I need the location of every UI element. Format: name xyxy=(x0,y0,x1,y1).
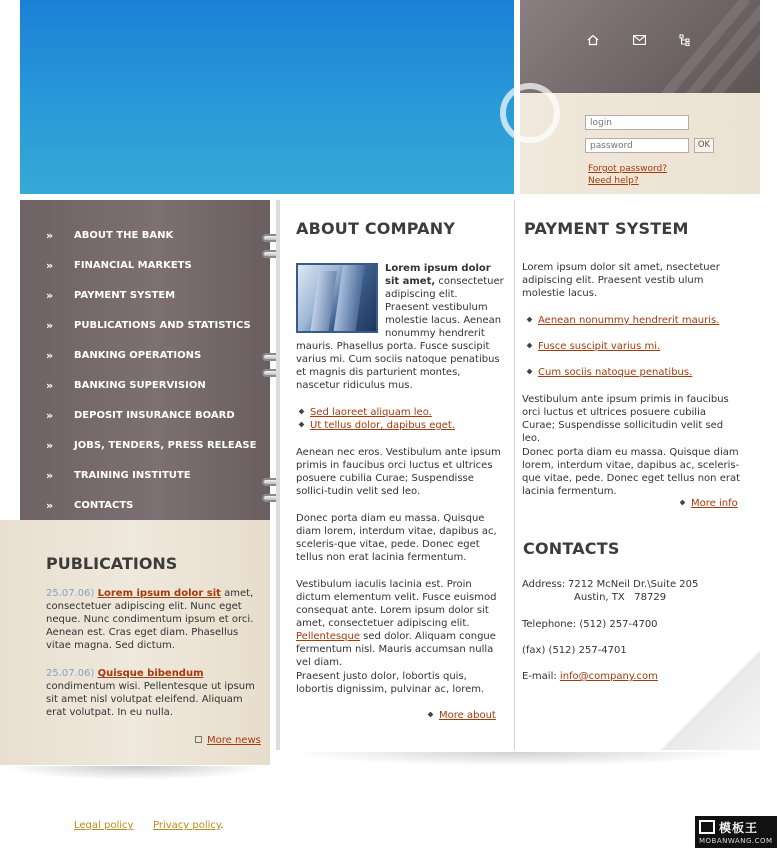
publication-item xyxy=(46,667,262,719)
login-input[interactable] xyxy=(585,115,689,130)
left-shadow xyxy=(0,766,270,780)
menu-item-label: CONTACTS xyxy=(74,499,134,511)
pellentesque-link[interactable]: Pellentesque xyxy=(296,631,360,642)
payment-para: Vestibulum ante ipsum primis in faucibus orci luctus et ultrices posuere cubilia Curae; Suspendisse sollicitudin velit sed leo. xyxy=(522,394,729,444)
home-icon[interactable] xyxy=(585,33,601,47)
about-para: Aenean nec eros. Vestibulum ante ipsum primis in faucibus orci luctus et ultrices posuere cubilia Curae; Suspendisse sollici-tudin velit sed leo. xyxy=(296,447,501,497)
payment-link-item xyxy=(527,340,660,353)
about-link-item xyxy=(299,406,432,419)
about-intro-body: consectetuer adipiscing elit. Praesent vestibulum molestie lacus. Aenean nonummy hendrerit mauris. Phasellus porta. Fusce suscipit varius mi. Cum sociis natoque penatibus et magnis dis parturient montes, nascetur ridiculus mus. xyxy=(296,276,504,391)
about-para-text: sed dolor. Aliquam congue fermentum nisl. Mauris accumsan nulla vel diam. xyxy=(296,631,496,668)
footer-dot: . xyxy=(220,820,224,831)
menu-item-label: ABOUT THE BANK xyxy=(74,229,174,241)
header-banner xyxy=(20,0,514,194)
double-chevron-icon: » xyxy=(46,258,54,272)
publication-title-link[interactable]: Quisque bibendum xyxy=(97,668,204,679)
payment-link[interactable]: Aenean nonummy hendrerit mauris. xyxy=(538,315,720,326)
menu-item[interactable] xyxy=(20,490,270,520)
about-link-item xyxy=(299,419,455,432)
mail-icon[interactable] xyxy=(631,33,647,47)
about-para-text: Vestibulum iaculis lacinia est. Proin dictum elementum velit. Fusce euismod consequat ante. Lorem ipsum dolor sit amet, consectetuer adipiscing elit. xyxy=(296,579,497,629)
menu-item[interactable] xyxy=(20,220,270,250)
payment-link-item xyxy=(527,314,719,327)
bullet-icon xyxy=(428,712,434,718)
double-chevron-icon: » xyxy=(46,378,54,392)
double-chevron-icon: » xyxy=(46,498,54,512)
legal-policy-link[interactable]: Legal policy xyxy=(74,820,134,831)
more-info-link[interactable]: More info xyxy=(691,498,738,509)
more-about xyxy=(428,710,496,721)
double-chevron-icon: » xyxy=(46,318,54,332)
about-para xyxy=(296,578,504,669)
contacts-email-link[interactable]: info@company.com xyxy=(559,671,658,682)
menu-item-label: BANKING SUPERVISION xyxy=(74,379,206,391)
payment-link[interactable]: Fusce suscipit varius mi. xyxy=(538,341,661,352)
header-icons xyxy=(585,33,693,47)
logo-icon xyxy=(699,820,715,834)
watermark-en: MOBANWANG.COM xyxy=(699,837,773,845)
page-curl xyxy=(660,650,760,750)
about-link[interactable]: Sed laoreet aliquam leo. xyxy=(310,407,432,418)
menu-item-label: BANKING OPERATIONS xyxy=(74,349,202,361)
menu-item-label: PAYMENT SYSTEM xyxy=(74,289,176,301)
bullet-icon xyxy=(527,369,533,375)
bullet-icon xyxy=(680,500,686,506)
contacts-email-row xyxy=(522,670,658,683)
double-chevron-icon: » xyxy=(46,438,54,452)
ok-button[interactable]: OK xyxy=(694,138,714,153)
menu-item[interactable] xyxy=(20,310,270,340)
double-chevron-icon: » xyxy=(46,468,54,482)
publication-title-link[interactable]: Lorem ipsum dolor sit xyxy=(97,588,221,599)
more-news xyxy=(195,735,261,746)
publications-title: PUBLICATIONS xyxy=(46,554,178,573)
contacts-address-line1: 7212 McNeil Dr.\Suite 205 xyxy=(568,579,699,590)
publication-item xyxy=(46,587,262,652)
double-chevron-icon: » xyxy=(46,408,54,422)
menu-item-label: DEPOSIT INSURANCE BOARD xyxy=(74,409,235,421)
login-panel xyxy=(520,93,760,194)
center-shadow xyxy=(290,752,745,766)
payment-link-item xyxy=(527,366,692,379)
publication-date: 25.07.06) xyxy=(46,668,95,679)
bullet-icon xyxy=(527,317,533,323)
about-intro-bold: Lorem ipsum dolor sit amet, xyxy=(385,263,491,287)
menu-item[interactable] xyxy=(20,280,270,310)
box-bullet-icon xyxy=(195,736,202,743)
payment-link[interactable]: Cum sociis natoque penatibus. xyxy=(538,367,693,378)
publication-text: amet, consectetuer adipiscing elit. Nunc eget neque. Nunc condimentum ipsum et orci. Aenean est. Cras eget diam. Phasellus vitae magna. Sed dictum. xyxy=(46,588,254,651)
sitemap-icon[interactable] xyxy=(677,33,693,47)
menu-item[interactable] xyxy=(20,370,270,400)
watermark-logo xyxy=(695,816,777,848)
double-chevron-icon: » xyxy=(46,288,54,302)
contacts-email-label: E-mail: xyxy=(522,671,557,682)
menu-item[interactable] xyxy=(20,340,270,370)
contacts-address-line2: Austin, TX 78729 xyxy=(574,592,667,603)
contacts-address-label: Address: xyxy=(522,579,566,590)
need-help-link[interactable]: Need help? xyxy=(588,176,639,186)
more-about-link[interactable]: More about xyxy=(439,710,496,721)
publication-text: condimentum wisi. Pellentesque ut ipsum sit amet nisl volutpat eleifend. Aliquam erat volutpat. In eu nulla. xyxy=(46,681,255,718)
contacts-title: CONTACTS xyxy=(523,539,620,558)
publications-panel xyxy=(0,520,270,765)
menu-item[interactable] xyxy=(20,400,270,430)
footer-legal xyxy=(74,820,133,831)
double-chevron-icon: » xyxy=(46,348,54,362)
menu-item-label: PUBLICATIONS AND STATISTICS xyxy=(74,319,251,331)
menu-item-label: FINANCIAL MARKETS xyxy=(74,259,192,271)
payment-para: Donec porta diam eu massa. Quisque diam lorem, interdum vitae, dapibus ac, sceleris-que vitae, pede. Donec eget tellus non erat lacinia fermentum. xyxy=(522,447,741,497)
about-para: Praesent justo dolor, lobortis quis, lobortis dignissim, pulvinar ac, lorem. xyxy=(296,671,485,695)
contacts-fax: (fax) (512) 257-4701 xyxy=(522,645,627,656)
menu-item-label: JOBS, TENDERS, PRESS RELEASE xyxy=(74,439,257,451)
more-info xyxy=(680,498,738,509)
menu-item[interactable] xyxy=(20,430,270,460)
menu-item[interactable] xyxy=(20,250,270,280)
payment-intro: Lorem ipsum dolor sit amet, nsectetuer adipiscing elit. Praesent vestib ulum molestie lacus. xyxy=(522,262,720,299)
about-link[interactable]: Ut tellus dolor, dapibus eget. xyxy=(310,420,456,431)
bullet-icon xyxy=(299,409,305,415)
publication-date: 25.07.06) xyxy=(46,588,95,599)
watermark-zh: 模板王 xyxy=(719,821,759,835)
forgot-password-link[interactable]: Forgot password? xyxy=(588,164,668,174)
double-chevron-icon: » xyxy=(46,228,54,242)
menu-item[interactable] xyxy=(20,460,270,490)
main-menu xyxy=(20,200,270,530)
payment-title: PAYMENT SYSTEM xyxy=(524,219,689,238)
contacts-telephone: Telephone: (512) 257-4700 xyxy=(522,619,658,630)
more-news-link[interactable]: More news xyxy=(207,735,261,746)
bullet-icon xyxy=(299,422,305,428)
about-intro-text xyxy=(296,262,504,392)
bullet-icon xyxy=(527,343,533,349)
menu-item-label: TRAINING INSTITUTE xyxy=(74,469,191,481)
about-title: ABOUT COMPANY xyxy=(296,219,456,238)
password-input[interactable] xyxy=(585,138,689,153)
about-para: Donec porta diam eu massa. Quisque diam lorem, interdum vitae, dapibus ac, sceleris-que vitae, pede. Donec eget tellus non erat lacinia fermentum. xyxy=(296,513,497,563)
footer-privacy xyxy=(153,820,224,831)
privacy-policy-link[interactable]: Privacy policy xyxy=(153,820,221,831)
